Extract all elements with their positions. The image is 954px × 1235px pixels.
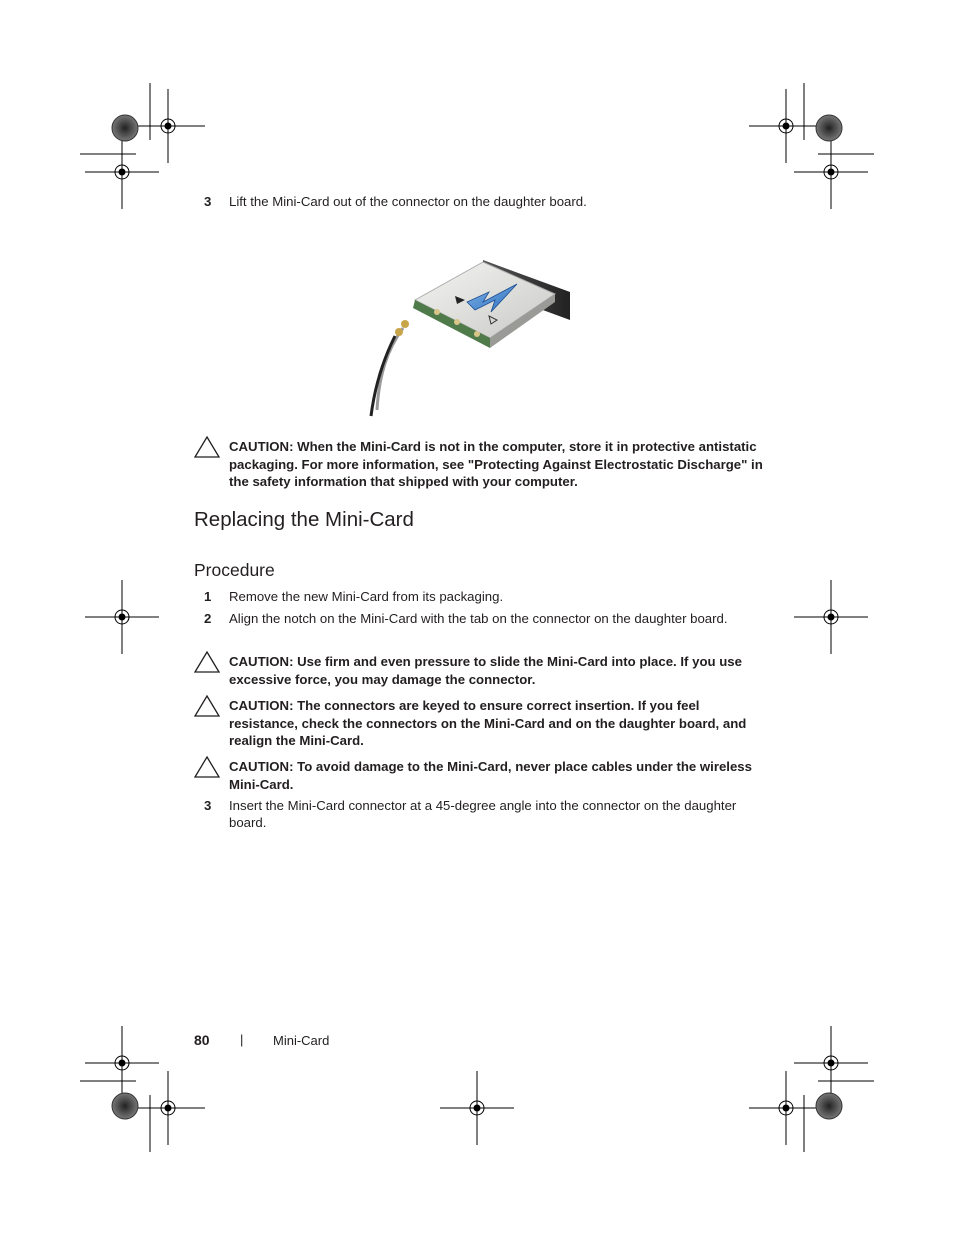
caution-text: CAUTION: The connectors are keyed to ensure correct insertion. If you feel resistance, check the connectors on the Mini-Card and on the daughter board, and realign the Mini-Card. [229,698,747,748]
step-text: Align the notch on the Mini-Card with the tab on the connector on the daughter board. [229,611,728,626]
caution-text: CAUTION: When the Mini-Card is not in the computer, store it in protective antistatic packaging. For more information, see "Protecting Against Electrostatic Discharge" in the safety information that shipped with your computer. [229,439,763,489]
mini-card-removal-illustration [365,250,580,418]
caution-icon [194,651,220,673]
step-text: Remove the new Mini-Card from its packaging. [229,589,504,604]
color-bar-circle [112,115,138,141]
page-number: 80 [194,1032,210,1048]
footer-separator: | [240,1032,244,1047]
step-number: 1 [204,589,212,604]
footer-chapter-title: Mini-Card [273,1033,330,1048]
step-number: 2 [204,611,212,626]
caution-text: CAUTION: To avoid damage to the Mini-Card, never place cables under the wireless Mini-Card. [229,759,752,792]
procedure-heading: Procedure [194,560,275,580]
step-text: Insert the Mini-Card connector at a 45-degree angle into the connector on the daughter board. [229,798,737,830]
caution-text: CAUTION: Use firm and even pressure to slide the Mini-Card into place. If you use excessive force, you may damage the connector. [229,654,742,687]
step-number: 3 [204,194,212,209]
caution-icon [194,436,220,458]
caution-icon [194,695,220,717]
section-title: Replacing the Mini-Card [194,508,414,531]
caution-icon [194,756,220,778]
step-number: 3 [204,798,212,813]
step-text: Lift the Mini-Card out of the connector on the daughter board. [229,194,587,209]
